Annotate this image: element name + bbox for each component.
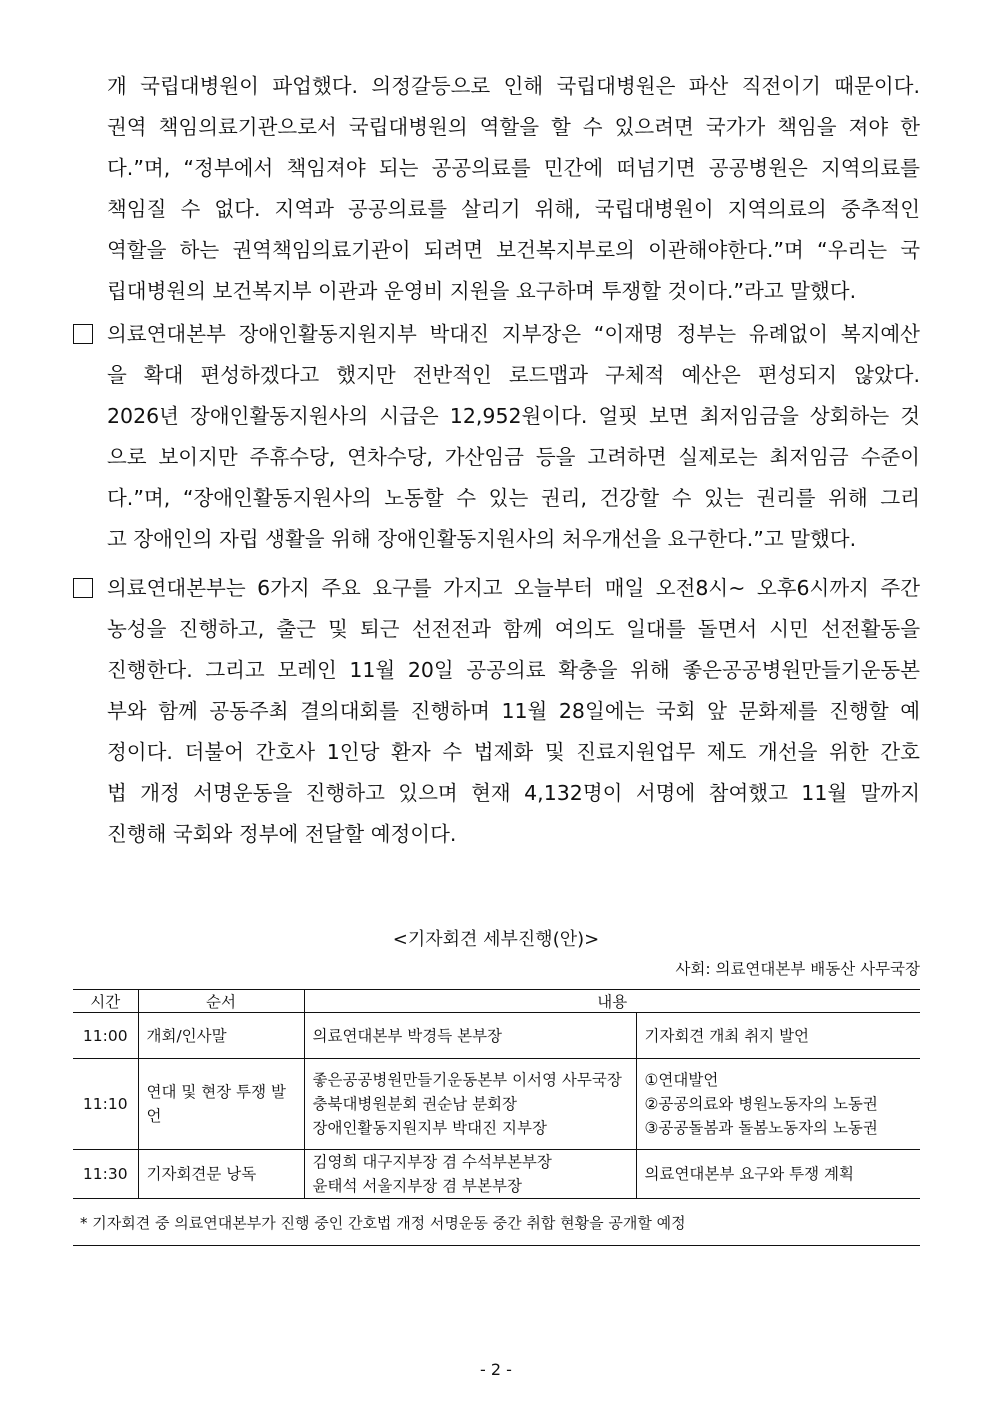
speaker-cell xyxy=(304,1059,636,1150)
body-line: 의료연대본부는 6가지 주요 요구를 가지고 오늘부터 매일 오전8시~ 오후6시까지 주간 xyxy=(107,576,920,600)
body-line: 진행한다. 그리고 모레인 11월 20일 공공의료 확충을 위해 좋은공공병원만들기운동본 xyxy=(107,658,920,682)
body-line: 다.”며, “장애인활동지원사의 노동할 수 있는 권리, 건강할 수 있는 권리를 위해 그리 xyxy=(107,486,920,510)
body-line: 고 장애인의 자립 생활을 위해 장애인활동지원사의 처우개선을 요구한다.”고 말했다. xyxy=(107,527,857,551)
time-cell: 11:30 xyxy=(73,1150,138,1199)
header-time: 시간 xyxy=(73,990,138,1013)
body-line: 법 개정 서명운동을 진행하고 있으며 현재 4,132명이 서명에 참여했고 11월 말까지 xyxy=(107,781,920,805)
table-row xyxy=(73,1150,920,1199)
body-line: 진행해 국회와 정부에 전달할 예정이다. xyxy=(107,822,457,846)
topic-line: ②공공의료와 병원노동자의 노동권 xyxy=(644,1095,878,1113)
body-line: 을 확대 편성하겠다고 했지만 전반적인 로드맵과 구체적 예산은 편성되지 않았다. xyxy=(107,363,920,387)
table-row xyxy=(73,1059,920,1150)
body-line: 책임질 수 없다. 지역과 공공의료를 살리기 위해, 국립대병원이 지역의료의 중추적인 xyxy=(107,197,920,221)
body-line: 정이다. 더불어 간호사 1인당 환자 수 법제화 및 진료지원업무 제도 개선을 위한 간호 xyxy=(107,740,920,764)
body-line: 2026년 장애인활동지원사의 시급은 12,952원이다. 얼핏 보면 최저임금을 상회하는 것 xyxy=(107,404,920,428)
body-line: 개 국립대병원이 파업했다. 의정갈등으로 인해 국립대병원은 파산 직전이기 때문이다. xyxy=(107,74,920,98)
body-line: 립대병원의 보건복지부 이관과 운영비 지원을 요구하며 투쟁할 것이다.”라고 말했다. xyxy=(107,279,857,303)
header-content: 내용 xyxy=(304,990,920,1013)
speaker-line: 의료연대본부 박경득 본부장 xyxy=(312,1026,503,1045)
table-header-row xyxy=(73,990,920,1013)
topic-line: ③공공돌봄과 돌봄노동자의 노동권 xyxy=(644,1119,878,1137)
body-line: 으로 보이지만 주휴수당, 연차수당, 가산임금 등을 고려하면 실제로는 최저임금 수준이 xyxy=(107,445,920,469)
speaker-line: 장애인활동지원지부 박대진 지부장 xyxy=(312,1119,547,1137)
topic-line: 기자회견 개최 취지 발언 xyxy=(644,1026,810,1045)
speaker-line: 좋은공공병원만들기운동본부 이서영 사무국장 xyxy=(312,1071,622,1089)
order-cell: 기자회견문 낭독 xyxy=(138,1150,304,1199)
topic-cell xyxy=(636,1059,920,1150)
topic-cell xyxy=(636,1013,920,1059)
topic-line: ①연대발언 xyxy=(644,1071,719,1089)
body-line: 농성을 진행하고, 출근 및 퇴근 선전전과 함께 여의도 일대를 돌면서 시민 선전활동을 xyxy=(107,617,920,641)
order-cell: 개회/인사말 xyxy=(138,1013,304,1059)
speaker-line: 김영희 대구지부장 겸 수석부본부장 xyxy=(312,1153,552,1171)
header-order: 순서 xyxy=(138,990,304,1013)
schedule-caption: <기자회견 세부진행(안)> xyxy=(392,929,600,950)
square-bullet-icon xyxy=(73,578,93,598)
body-line: 의료연대본부 장애인활동지원지부 박대진 지부장은 “이재명 정부는 유례없이 복지예산 xyxy=(107,322,920,346)
table-bottom-rule xyxy=(73,1245,920,1246)
square-bullet-icon xyxy=(73,324,93,344)
page-number: - 2 - xyxy=(480,1360,512,1379)
time-cell: 11:10 xyxy=(73,1059,138,1150)
schedule-host: 사회: 의료연대본부 배동산 사무국장 xyxy=(675,960,920,978)
speaker-cell xyxy=(304,1013,636,1059)
body-line: 다.”며, “정부에서 책임져야 되는 공공의료를 민간에 떠넘기면 공공병원은 지역의료를 xyxy=(107,156,920,180)
time-cell: 11:00 xyxy=(73,1013,138,1059)
body-line: 권역 책임의료기관으로서 국립대병원의 역할을 할 수 있으려면 국가가 책임을 져야 한 xyxy=(107,115,920,139)
speaker-line: 윤태석 서울지부장 겸 부본부장 xyxy=(312,1177,522,1195)
speaker-cell xyxy=(304,1150,636,1199)
table-row xyxy=(73,1013,920,1059)
order-cell: 연대 및 현장 투쟁 발언 xyxy=(138,1059,304,1150)
schedule-note: * 기자회견 중 의료연대본부가 진행 중인 간호법 개정 서명운동 중간 취합 현황을 공개할 예정 xyxy=(80,1214,686,1232)
topic-cell xyxy=(636,1150,920,1199)
body-line: 부와 함께 공동주최 결의대회를 진행하며 11월 28일에는 국회 앞 문화제를 진행할 예 xyxy=(107,699,920,723)
body-line: 역할을 하는 권역책임의료기관이 되려면 보건복지부로의 이관해야한다.”며 “우리는 국 xyxy=(107,238,920,262)
schedule-table xyxy=(73,989,920,1199)
topic-line: 의료연대본부 요구와 투쟁 계획 xyxy=(644,1165,854,1183)
speaker-line: 충북대병원분회 권순남 분회장 xyxy=(312,1095,518,1113)
